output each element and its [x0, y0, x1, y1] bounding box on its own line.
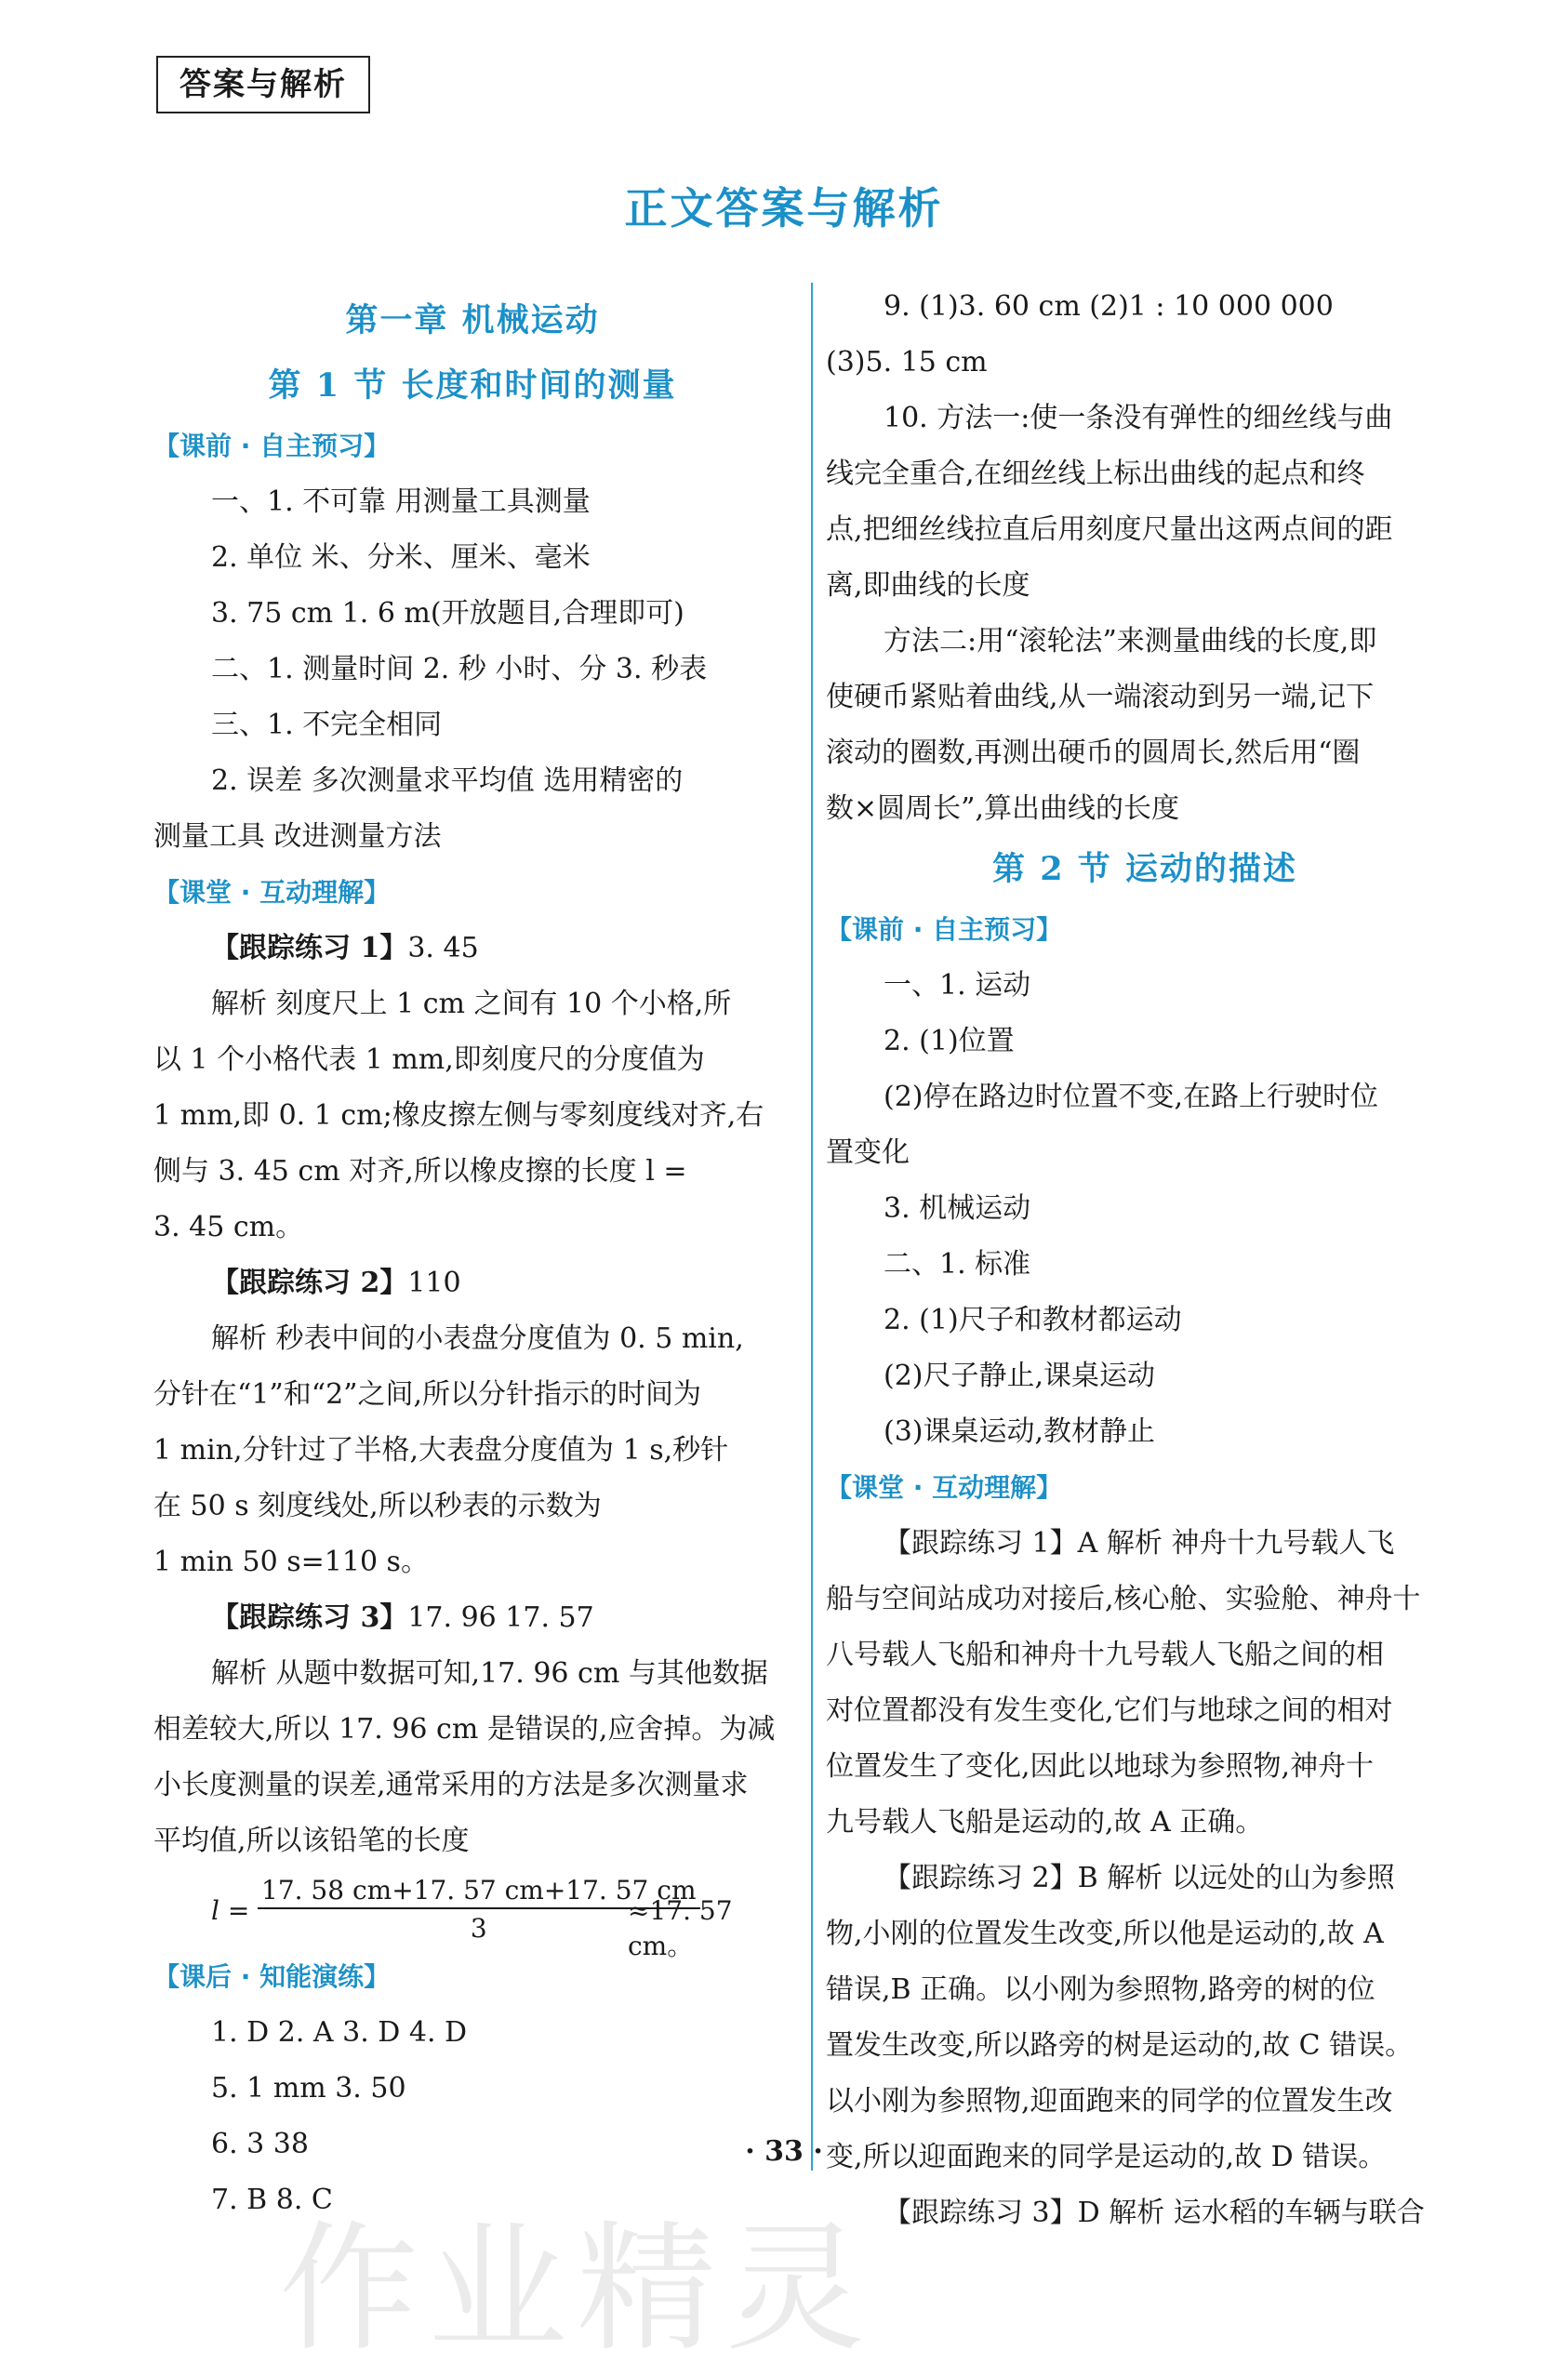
formula-numerator: 17. 58 cm+17. 57 cm+17. 57 cm — [258, 1875, 700, 1909]
exercise-line: 对位置都没有发生变化,它们与地球之间的相对 — [826, 1694, 1393, 1727]
tag-classroom: 【课堂 · 互动理解】 — [826, 1472, 1063, 1503]
tag-preview: 【课前 · 自主预习】 — [826, 914, 1063, 945]
answer-line: 二、1. 测量时间 2. 秒 小时、分 3. 秒表 — [211, 653, 708, 685]
exercise-label: 【跟踪练习 3】 — [211, 1601, 408, 1634]
header-label-box: 答案与解析 — [156, 56, 370, 113]
section-heading-2: 第 2 节 运动的描述 — [992, 850, 1297, 888]
explanation-line: 在 50 s 刻度线处,所以秒表的示数为 — [153, 1490, 602, 1522]
q10-line: 使硬币紧贴着曲线,从一端滚动到另一端,记下 — [826, 681, 1375, 713]
answer-line: 2. 误差 多次测量求平均值 选用精密的 — [211, 764, 684, 797]
answer-line: (2)尺子静止,课桌运动 — [884, 1360, 1156, 1392]
answer-line: (3)课桌运动,教材静止 — [884, 1415, 1156, 1448]
explanation-line: 1 min 50 s=110 s。 — [153, 1546, 429, 1578]
tag-after-class: 【课后 · 知能演练】 — [153, 1961, 391, 1992]
exercise-line: 【跟踪练习 2】B 解析 以远处的山为参照 — [884, 1862, 1395, 1894]
exercise-line: 置发生改变,所以路旁的树是运动的,故 C 错误。 — [826, 2029, 1414, 2062]
watermark: 作业精灵 — [279, 2209, 875, 2370]
left-column — [153, 279, 791, 2228]
exercise-line: 变,所以迎面跑来的同学是运动的,故 D 错误。 — [826, 2141, 1387, 2173]
answer-line: 9. (1)3. 60 cm (2)1 : 10 000 000 — [884, 290, 1334, 323]
explanation-line: 解析 从题中数据可知,17. 96 cm 与其他数据 — [211, 1657, 768, 1690]
explanation-line: 1 mm,即 0. 1 cm;橡皮擦左侧与零刻度线对齐,右 — [153, 1099, 764, 1132]
tag-classroom: 【课堂 · 互动理解】 — [153, 877, 391, 908]
answer-line: 一、1. 不可靠 用测量工具测量 — [211, 485, 591, 518]
exercise-line: 以小刚为参照物,迎面跑来的同学的位置发生改 — [826, 2085, 1393, 2118]
answer-line: 2. (1)尺子和教材都运动 — [884, 1304, 1182, 1336]
exercise-answer: 3. 45 — [407, 932, 479, 964]
explanation-line: 分针在“1”和“2”之间,所以分针指示的时间为 — [153, 1378, 702, 1411]
answer-line: 1. D 2. A 3. D 4. D — [211, 2016, 468, 2049]
q10-line: 点,把细丝线拉直后用刻度尺量出这两点间的距 — [826, 513, 1393, 546]
exercise-line: 八号载人飞船和神舟十九号载人飞船之间的相 — [826, 1639, 1384, 1671]
q10-line: 方法二:用“滚轮法”来测量曲线的长度,即 — [884, 625, 1377, 657]
exercise-3 — [153, 1590, 791, 1646]
explanation-line: 3. 45 cm。 — [153, 1211, 304, 1243]
exercise-2 — [153, 1255, 791, 1311]
q10-line: 线完全重合,在细丝线上标出曲线的起点和终 — [826, 458, 1365, 490]
explanation-line: 解析 秒表中间的小表盘分度值为 0. 5 min, — [211, 1322, 744, 1355]
exercise-line: 错误,B 正确。以小刚为参照物,路旁的树的位 — [826, 1973, 1375, 2006]
explanation-line: 小长度测量的误差,通常采用的方法是多次测量求 — [153, 1769, 749, 1801]
formula-lhs: l = — [211, 1895, 250, 1926]
q10-line: 数×圆周长”,算出曲线的长度 — [826, 792, 1180, 825]
exercise-label: 【跟踪练习 1】 — [211, 932, 408, 964]
answer-line: 3. 机械运动 — [884, 1192, 1031, 1225]
answer-line: 二、1. 标准 — [884, 1248, 1031, 1281]
answer-line: 6. 3 38 — [211, 2128, 309, 2160]
answer-line: 5. 1 mm 3. 50 — [211, 2072, 406, 2105]
exercise-answer: 110 — [407, 1267, 461, 1299]
answer-line: 三、1. 不完全相同 — [211, 709, 443, 741]
column-divider — [811, 283, 813, 2171]
formula-rhs: ≈17. 57 cm。 — [628, 1895, 733, 1961]
page-title: 正文答案与解析 — [624, 183, 944, 233]
answer-line: 2. 单位 米、分米、厘米、毫米 — [211, 541, 591, 574]
answer-line: 一、1. 运动 — [884, 969, 1031, 1002]
tag-preview: 【课前 · 自主预习】 — [153, 431, 391, 461]
explanation-line: 平均值,所以该铅笔的长度 — [153, 1825, 470, 1857]
exercise-answer: 17. 96 17. 57 — [407, 1601, 594, 1634]
exercise-line: 【跟踪练习 3】D 解析 运水稻的车辆与联合 — [884, 2197, 1425, 2229]
chapter-heading: 第一章 机械运动 — [345, 301, 600, 339]
answer-line: 置变化 — [826, 1136, 910, 1169]
explanation-line: 以 1 个小格代表 1 mm,即刻度尺的分度值为 — [153, 1043, 705, 1076]
explanation-line: 解析 刻度尺上 1 cm 之间有 10 个小格,所 — [211, 988, 732, 1020]
right-column — [826, 279, 1464, 2241]
q10-line: 10. 方法一:使一条没有弹性的细丝线与曲 — [884, 402, 1393, 434]
exercise-line: 位置发生了变化,因此以地球为参照物,神舟十 — [826, 1750, 1375, 1783]
answer-line: (2)停在路边时位置不变,在路上行驶时位 — [884, 1081, 1379, 1113]
q10-line: 滚动的圈数,再测出硬币的圆周长,然后用“圈 — [826, 737, 1361, 769]
section-heading-1: 第 1 节 长度和时间的测量 — [268, 366, 677, 405]
explanation-line: 侧与 3. 45 cm 对齐,所以橡皮擦的长度 l = — [153, 1155, 687, 1188]
exercise-label: 【跟踪练习 2】 — [211, 1267, 408, 1299]
answer-line: (3)5. 15 cm — [826, 346, 988, 378]
explanation-line: 相差较大,所以 17. 96 cm 是错误的,应舍掉。为减 — [153, 1713, 776, 1746]
exercise-line: 九号载人飞船是运动的,故 A 正确。 — [826, 1806, 1264, 1839]
exercise-line: 物,小刚的位置发生改变,所以他是运动的,故 A — [826, 1918, 1384, 1950]
answer-line: 3. 75 cm 1. 6 m(开放题目,合理即可) — [211, 597, 684, 630]
exercise-1 — [153, 921, 791, 976]
answer-line: 2. (1)位置 — [884, 1025, 1015, 1057]
exercise-line: 【跟踪练习 1】A 解析 神舟十九号载人飞 — [884, 1527, 1395, 1560]
q10-line: 离,即曲线的长度 — [826, 569, 1030, 602]
answer-line: 7. B 8. C — [211, 2184, 333, 2216]
exercise-line: 船与空间站成功对接后,核心舱、实验舱、神舟十 — [826, 1583, 1421, 1615]
explanation-line: 1 min,分针过了半格,大表盘分度值为 1 s,秒针 — [153, 1434, 729, 1467]
length-formula — [153, 1869, 791, 1961]
page-number: · 33 · — [745, 2135, 823, 2168]
formula-denominator: 3 — [470, 1913, 487, 1944]
answer-line: 测量工具 改进测量方法 — [153, 820, 442, 853]
